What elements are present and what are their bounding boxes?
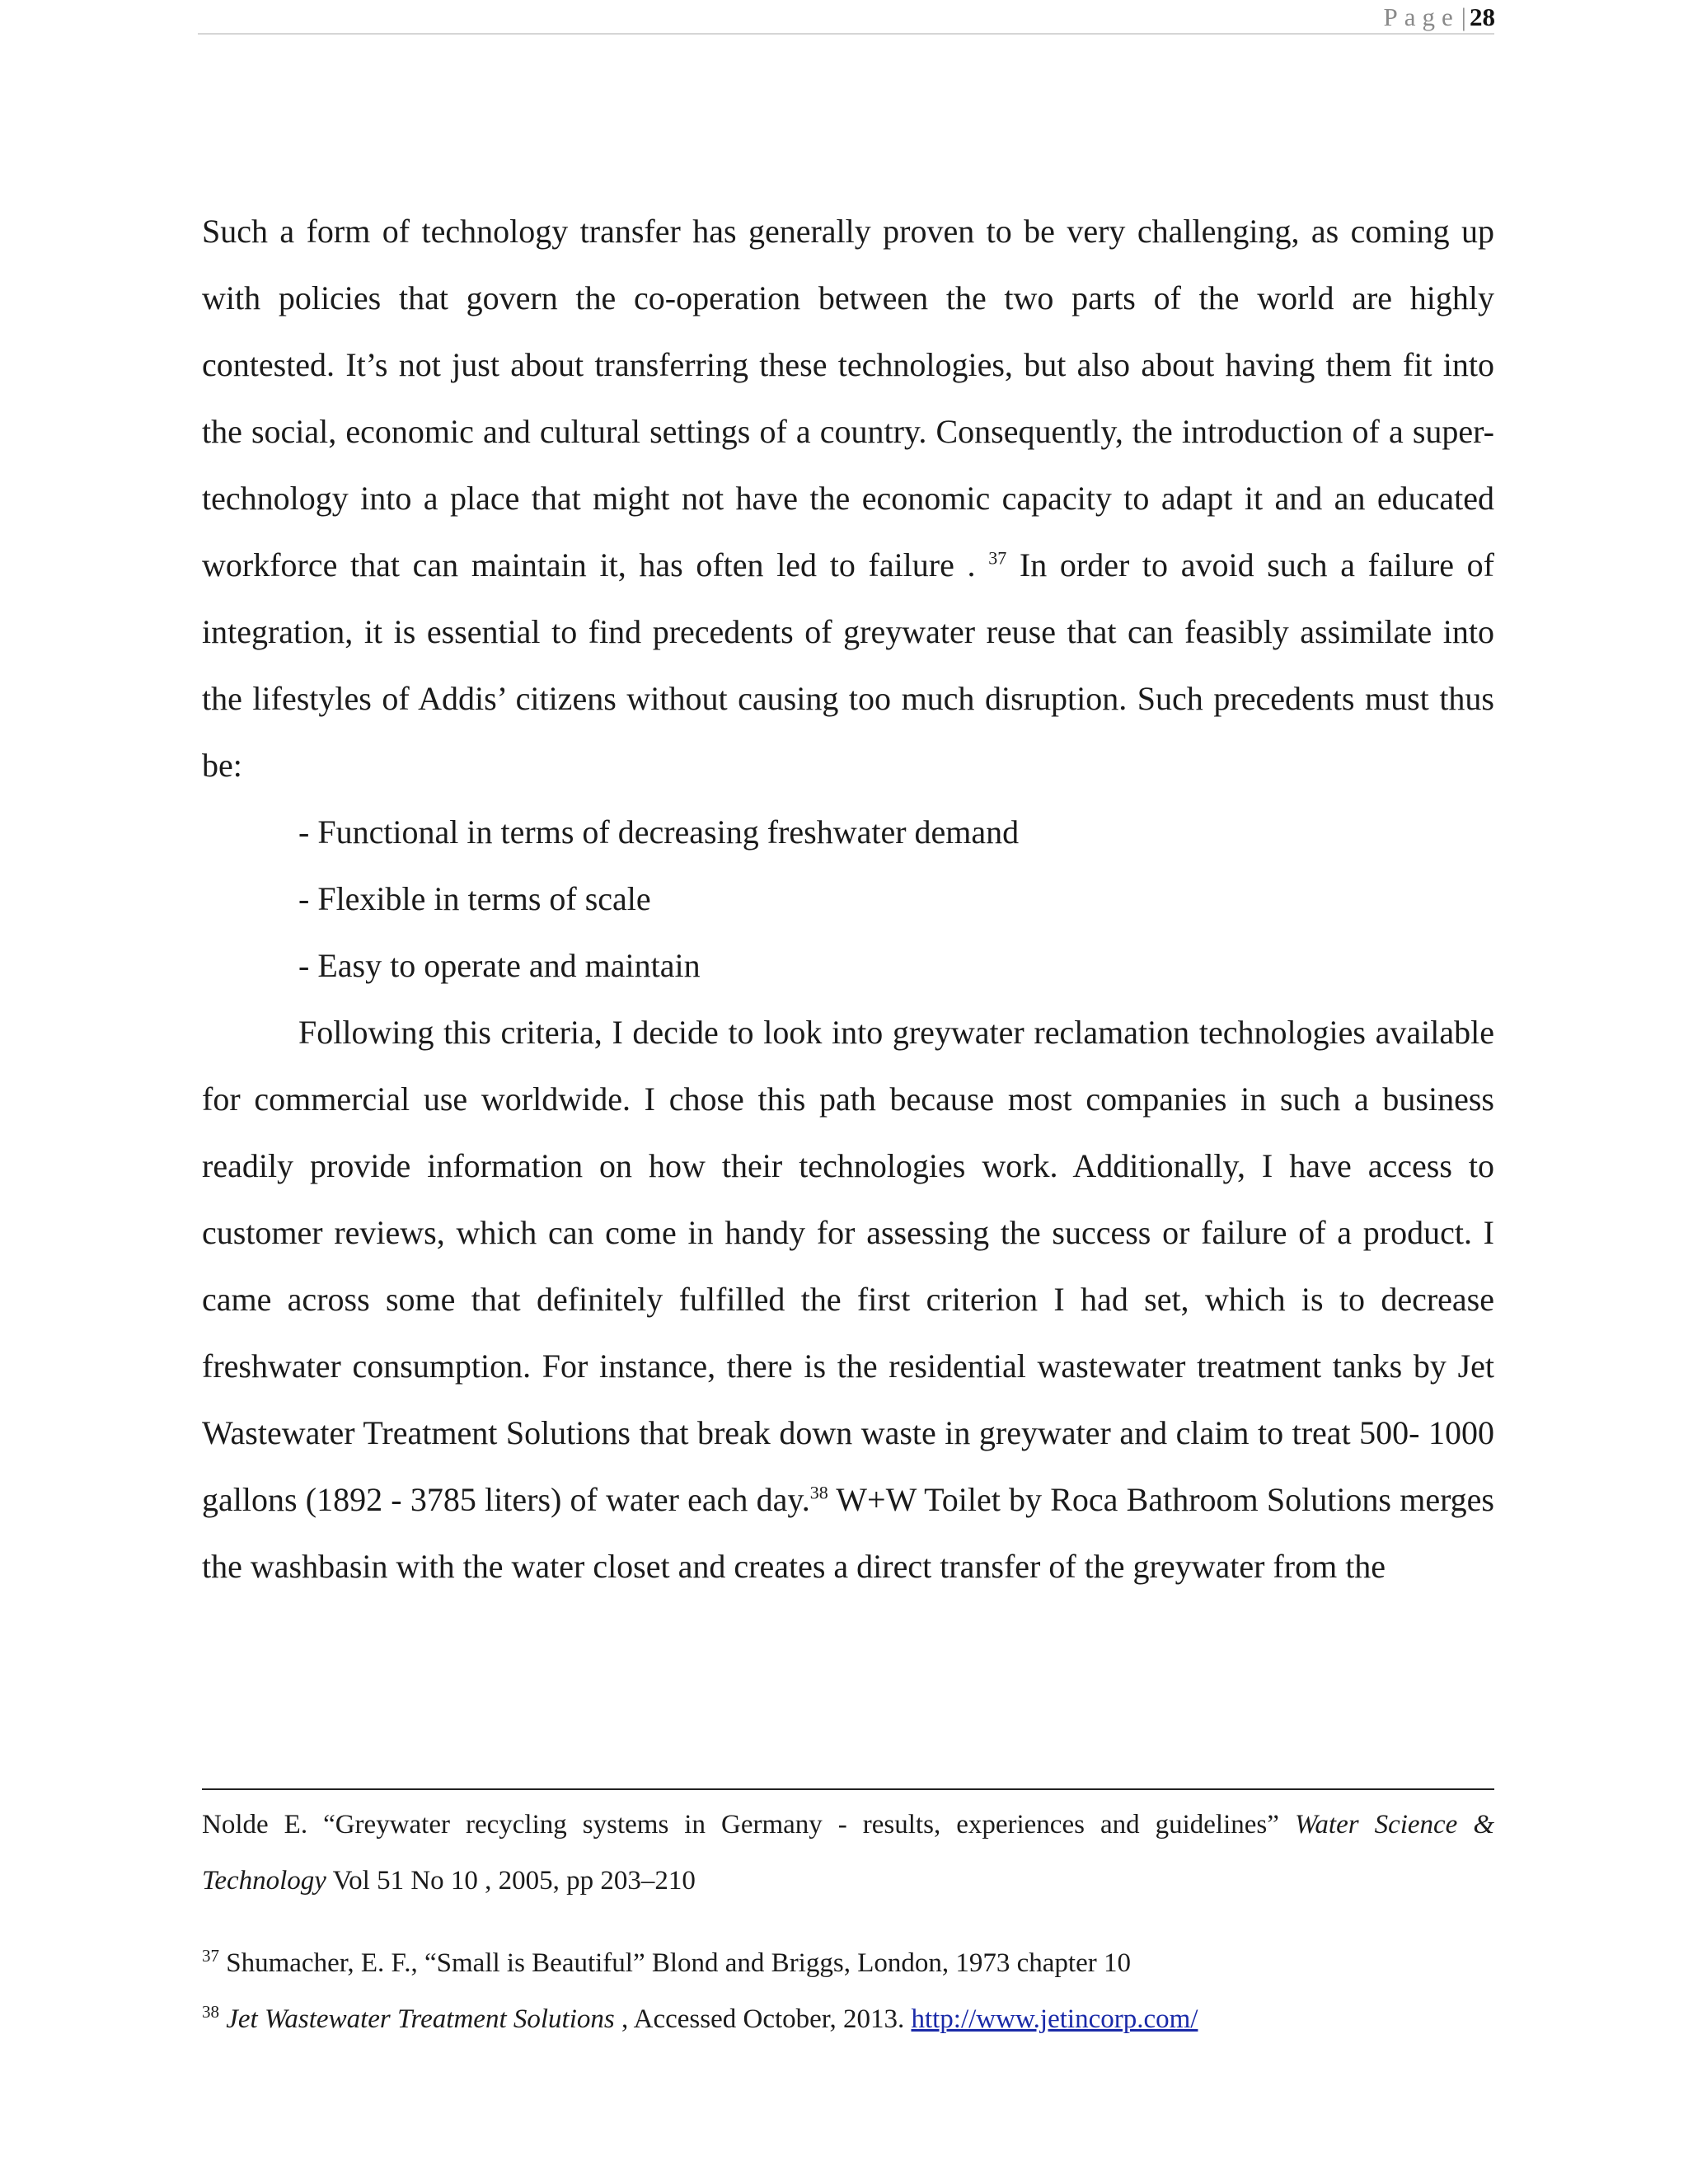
paragraph-text: In order to avoid such a failure of integration, it is essential to find precedents of greywater reuse that can feasibly assimilate into the lifestyles of Addis’ citizens without causing too much disruption. Such precedents must thus be: — [202, 546, 1494, 784]
paragraph-text: Such a form of technology transfer has generally proven to be very challenging, as coming up with policies that govern the co-operation between the two parts of the world are highly contested. It’s not just about transferring these technologies, but also about having them fit into the social, economic and cultural settings of a country. Consequently, the introduction of a super- technology into a place that might not have the economic capacity to adapt it and an educated workforce that can maintain it, has often led to failure . — [202, 213, 1494, 583]
footnote-carryover — [202, 1797, 1494, 1909]
footnote-separator — [202, 1788, 1494, 1790]
footnote-ref-38[interactable]: 38 — [809, 1482, 828, 1503]
paragraph-reclamation-technologies — [202, 999, 1494, 1600]
footnote-marker: 37 — [202, 1946, 219, 1966]
footnotes — [202, 1797, 1494, 2047]
paragraph-text: Following this criteria, I decide to look into greywater reclamation technologies available for commercial use worldwide. I chose this path because most companies in such a business readily provide information on how their technologies work. Additionally, I have access to customer reviews, which can come in handy for assessing the success or failure of a product. I came across some that definitely fulfilled the first criterion I had set, which is to decrease freshwater consumption. For instance, there is the residential wastewater treatment tanks by Jet Wastewater Treatment Solutions that break down waste in greywater and claim to treat 500- 1000 gallons (1892 - 3785 liters) of water each day. — [202, 1014, 1494, 1518]
footnote-37 — [202, 1935, 1494, 1991]
footnote-38 — [202, 1991, 1494, 2047]
criteria-item-functional: - Functional in terms of decreasing freshwater demand — [298, 813, 1020, 851]
footnote-journal: Water Science & Technology — [202, 1810, 1495, 1896]
footnote-text: Shumacher, E. F., “Small is Beautiful” Blond and Briggs, London, 1973 chapter 10 — [219, 1948, 1131, 1978]
footnote-text: Vol 51 No 10 , 2005, pp 203–210 — [326, 1866, 696, 1896]
footnote-text: Nolde E. “Greywater recycling systems in Germany - results, experiences and guidelines” — [202, 1810, 1295, 1840]
criteria-item-easy: - Easy to operate and maintain — [298, 947, 701, 984]
paragraph-technology-transfer — [202, 198, 1494, 799]
page-number-label — [1384, 0, 1495, 35]
footnote-title: Jet Wastewater Treatment Solutions — [219, 2004, 615, 2034]
page-number: 28 — [1470, 2, 1495, 31]
header-rule — [198, 33, 1494, 35]
footnote-ref-37[interactable]: 37 — [988, 547, 1007, 569]
paragraph-text: W+W Toilet by Roca Bathroom Solutions merges the washbasin with the water closet and creates a direct transfer of the greywater from the — [202, 1481, 1494, 1585]
page-separator: | — [1461, 2, 1466, 31]
footnote-marker: 38 — [202, 2002, 219, 2022]
main-text — [202, 198, 1494, 1600]
criteria-item-flexible: - Flexible in terms of scale — [298, 880, 651, 917]
footnote-text: , Accessed October, 2013. — [614, 2004, 912, 2034]
page-word: Page — [1383, 2, 1460, 31]
footnote-url-link[interactable]: http://www.jetincorp.com/ — [911, 2004, 1198, 2034]
